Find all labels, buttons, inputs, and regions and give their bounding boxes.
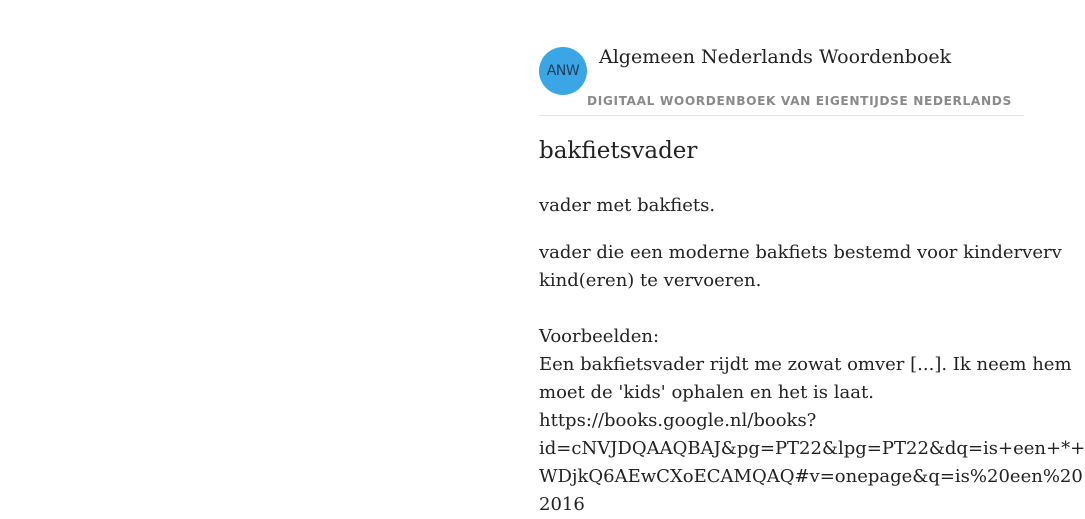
short-definition: vader met bakfiets. [539, 195, 716, 216]
example-line: Een bakfietsvader rijdt me zowat omver [...]. Ik neem hem [539, 354, 1072, 375]
main-content [539, 0, 1085, 515]
anw-logo[interactable] [539, 47, 587, 95]
long-definition [539, 239, 1062, 295]
site-subtitle: DIGITAAL WOORDENBOEK VAN EIGENTIJDSE NEDERLANDS [587, 94, 1012, 108]
entry-title: bakfietsvader [539, 138, 698, 164]
header-divider [539, 115, 1024, 116]
example-source-link[interactable]: WDjkQ6AEwCXoECAMQAQ#v=onepage&q=is%20een%20 [539, 466, 1083, 487]
site-title[interactable]: Algemeen Nederlands Woordenboek [599, 46, 952, 68]
example-source-link[interactable]: id=cNVJDQAAQBAJ&pg=PT22&lpg=PT22&dq=is+een+*+ [539, 438, 1085, 459]
logo-text: ANW [546, 63, 580, 79]
long-definition-line: vader die een moderne bakfiets bestemd voor kinderverv [539, 242, 1062, 263]
examples-section [539, 323, 1085, 519]
site-header [539, 46, 1024, 116]
example-line: moet de 'kids' ophalen en het is laat. [539, 382, 874, 403]
examples-heading: Voorbeelden: [539, 326, 660, 347]
example-source-link[interactable]: https://books.google.nl/books? [539, 410, 817, 431]
long-definition-line: kind(eren) te vervoeren. [539, 270, 762, 291]
example-year: 2016 [539, 494, 585, 515]
